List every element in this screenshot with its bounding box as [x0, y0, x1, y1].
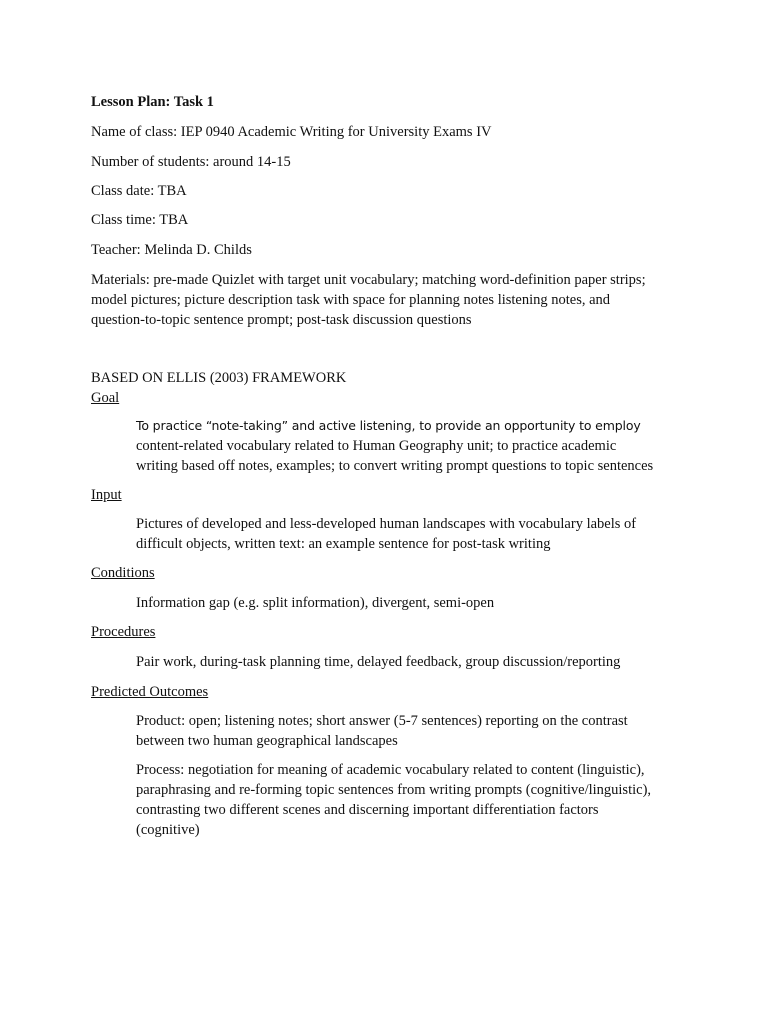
- materials-line-3: question-to-topic sentence prompt; post-task discussion questions: [91, 312, 472, 328]
- procedures-heading: Procedures: [91, 624, 156, 640]
- input-text: [136, 514, 696, 554]
- conditions-text: Information gap (e.g. split information), divergent, semi-open: [136, 595, 495, 611]
- conditions-heading: Conditions: [91, 565, 155, 581]
- goal-heading: Goal: [91, 390, 120, 406]
- class-time: Class time: TBA: [91, 212, 189, 228]
- input-line-2: difficult objects, written text: an example sentence for post-task writing: [136, 536, 551, 552]
- process-line-3: contrasting two different scenes and discerning important differentiation factors: [136, 802, 599, 818]
- goal-line-2: content-related vocabulary related to Human Geography unit; to practice academic: [136, 438, 617, 454]
- materials-line-2: model pictures; picture description task with space for planning notes listening notes, and: [91, 292, 611, 308]
- goal-line-3: writing based off notes, examples; to convert writing prompt questions to topic sentences: [136, 458, 654, 474]
- goal-line-1: To practice “note-taking” and active listening, to provide an opportunity to employ: [136, 418, 641, 433]
- framework-title: BASED ON ELLIS (2003) FRAMEWORK: [91, 370, 347, 386]
- number-of-students: Number of students: around 14-15: [91, 154, 291, 170]
- process-line-1: Process: negotiation for meaning of academic vocabulary related to content (linguistic),: [136, 762, 645, 778]
- process-line-2: paraphrasing and re-forming topic sentences from writing prompts (cognitive/linguistic),: [136, 782, 652, 798]
- goal-text: [136, 416, 696, 476]
- procedures-text: Pair work, during-task planning time, delayed feedback, group discussion/reporting: [136, 654, 621, 670]
- product-text: [136, 711, 696, 751]
- product-line-2: between two human geographical landscapes: [136, 733, 398, 749]
- input-line-1: Pictures of developed and less-developed human landscapes with vocabulary labels of: [136, 516, 637, 532]
- process-text: [136, 760, 696, 840]
- process-line-4: (cognitive): [136, 822, 200, 838]
- predicted-outcomes-heading: Predicted Outcomes: [91, 684, 209, 700]
- teacher: Teacher: Melinda D. Childs: [91, 242, 252, 258]
- materials: [91, 270, 691, 330]
- class-name: Name of class: IEP 0940 Academic Writing for University Exams IV: [91, 124, 492, 140]
- product-line-1: Product: open; listening notes; short answer (5-7 sentences) reporting on the contrast: [136, 713, 628, 729]
- materials-line-1: Materials: pre-made Quizlet with target unit vocabulary; matching word-definition paper strips;: [91, 272, 646, 288]
- page-title: Lesson Plan: Task 1: [91, 94, 214, 110]
- class-date: Class date: TBA: [91, 183, 187, 199]
- input-heading: Input: [91, 487, 122, 503]
